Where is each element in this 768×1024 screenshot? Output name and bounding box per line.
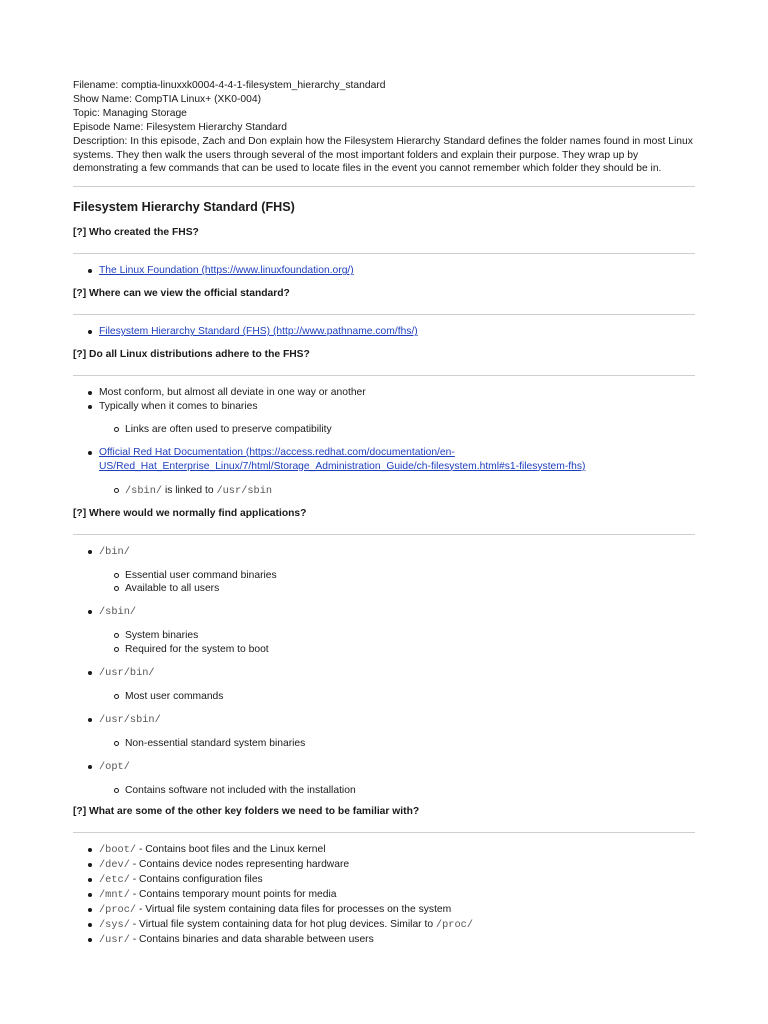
list-item [99,605,695,657]
question-find-applications: [?] Where would we normally find applications? [73,507,307,519]
sub-list-item [125,484,695,499]
path-proc: /proc/ [99,904,137,917]
list-item-text: Typically when it comes to binaries [99,401,258,413]
bullet-list [73,264,695,278]
list-item [99,888,695,903]
show-name-line: Show Name: CompTIA Linux+ (XK0-004) [73,93,262,105]
list-item [99,933,695,948]
linux-foundation-link[interactable]: The Linux Foundation (https://www.linuxfoundation.org/) [99,265,354,277]
episode-name-line: Episode Name: Filesystem Hierarchy Standard [73,121,288,133]
list-item: Most conform, but almost all deviate in one way or another [99,386,695,400]
sub-list [99,423,695,437]
sub-list-item: Non-essential standard system binaries [125,737,695,751]
sub-list [99,784,695,798]
sub-list-item: Available to all users [125,582,695,596]
sub-list [99,629,695,657]
list-item [99,446,695,499]
fhs-standard-link[interactable]: Filesystem Hierarchy Standard (FHS) (http://www.pathname.com/fhs/) [99,326,418,338]
filename-line: Filename: comptia-linuxxk0004-4-4-1-filesystem_hierarchy_standard [73,80,386,91]
bullet-list [73,545,695,798]
sub-list [99,569,695,597]
sub-list [99,737,695,751]
list-item [99,713,695,751]
list-item-text: - Contains temporary mount points for media [129,889,337,901]
divider [73,186,695,187]
path-sbin: /sbin/ [99,606,137,619]
list-item [99,858,695,873]
list-item [99,843,695,858]
list-item-text: - Virtual file system containing data for hot plug devices. Similar to [129,919,436,930]
divider [73,253,695,254]
sub-list-item: Contains software not included with the installation [125,784,695,798]
path-etc: /etc/ [99,874,130,887]
path-proc: /proc/ [435,919,473,931]
sub-list-item: System binaries [125,629,695,643]
list-item [99,760,695,798]
topic-line: Topic: Managing Storage [73,107,187,119]
sub-list-item: Required for the system to boot [125,643,695,657]
divider [73,314,695,315]
list-item [99,325,695,339]
list-item-text: - Contains device nodes representing hardware [129,859,350,871]
list-item [99,264,695,278]
list-item-text: - Contains binaries and data sharable between users [129,933,374,945]
divider [73,375,695,376]
path-usr: /usr/ [99,933,130,946]
sub-list-item: Essential user command binaries [125,569,695,583]
question-who-created: [?] Who created the FHS? [73,227,199,239]
sub-list-item-text: is linked to [162,484,217,496]
list-item-text: - Contains configuration files [129,874,263,886]
path-usr-bin: /usr/bin/ [99,667,155,680]
path-sbin: /sbin/ [125,484,163,497]
bullet-list [73,386,695,498]
list-item [99,666,695,704]
divider [73,534,695,535]
question-official-standard: [?] Where can we view the official standard? [73,288,290,300]
path-sys: /sys/ [99,919,130,931]
section-heading: Filesystem Hierarchy Standard (FHS) [73,200,295,215]
list-item [99,873,695,888]
list-item [99,918,695,933]
sub-list-item: Links are often used to preserve compatibility [125,423,695,437]
divider [73,832,695,833]
list-item-text: - Contains boot files and the Linux kernel [136,844,326,856]
bullet-list [73,843,695,947]
list-item [99,545,695,597]
path-mnt: /mnt/ [99,889,130,902]
list-item-text: - Virtual file system containing data files for processes on the system [136,904,452,916]
path-opt: /opt/ [99,760,130,773]
description-text: Description: In this episode, Zach and Don explain how the Filesystem Hierarchy Standard defines the folder names found in most Linux systems. They then walk the users through several of the most important folders and explain their purpose. They wrap up by demonstrating a few commands that can be used to locate files in the event you cannot remember which folder they should be in. [73,135,693,175]
sub-list-item: Most user commands [125,690,695,704]
sub-list [99,484,695,499]
bullet-list [73,325,695,339]
path-boot: /boot/ [99,844,137,857]
list-item [99,400,695,437]
list-item [99,903,695,918]
sub-list [99,690,695,704]
episode-metadata [73,79,695,176]
question-distributions-adhere: [?] Do all Linux distributions adhere to the FHS? [73,349,310,361]
path-dev: /dev/ [99,859,130,872]
red-hat-documentation-link[interactable]: Official Red Hat Documentation (https://access.redhat.com/documentation/en-US/Red_Hat_Enterprise_Linux/7/html/Storage_Administration_Guide/ch-filesystem.html#s1-filesystem-fhs) [99,446,586,472]
path-bin: /bin/ [99,545,130,558]
question-other-key-folders: [?] What are some of the other key folders we need to be familiar with? [73,806,420,818]
path-usr-sbin: /usr/sbin/ [99,713,161,726]
path-usr-sbin: /usr/sbin [216,484,273,497]
